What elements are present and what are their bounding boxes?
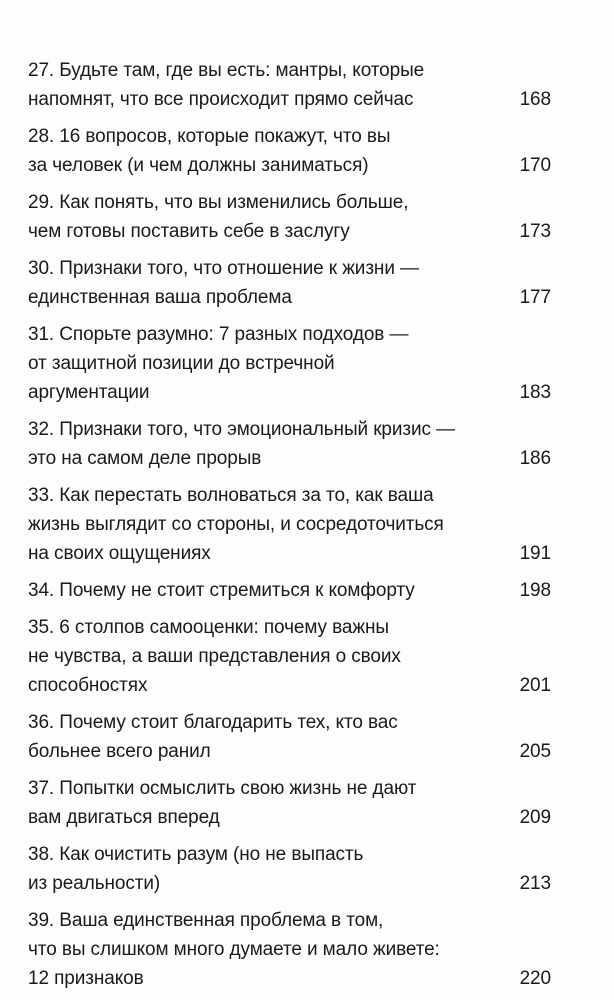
- toc-entry-title: [28, 708, 495, 766]
- toc-entry-title: [28, 906, 495, 993]
- toc-entry-line: 31. Спорьте разумно: 7 разных подходов —: [28, 324, 409, 345]
- toc-page-number: 205: [519, 741, 551, 762]
- toc-entry-line: больнее всего ранил: [28, 741, 211, 762]
- toc-entry-title: [28, 122, 495, 180]
- toc-entry-line: чем готовы поставить себе в заслугу: [28, 221, 350, 242]
- toc-entry-line: вам двигаться вперед: [28, 807, 220, 828]
- toc-entry-line: 33. Как перестать волноваться за то, как ваша: [28, 485, 434, 506]
- toc-entry-title: [28, 415, 495, 473]
- toc-entry-29: [28, 188, 551, 246]
- toc-entry-title: [28, 481, 495, 568]
- toc-entry-line: 38. Как очистить разум (но не выпасть: [28, 844, 364, 865]
- toc-entry-37: [28, 774, 551, 832]
- toc-entry-line: 39. Ваша единственная проблема в том,: [28, 910, 384, 931]
- toc-entry-36: [28, 708, 551, 766]
- toc-entry-line: жизнь выглядит со стороны, и сосредоточиться: [28, 514, 444, 535]
- toc-entry-28: [28, 122, 551, 180]
- toc-entry-39: [28, 906, 551, 993]
- toc-page-number: 198: [519, 580, 551, 601]
- toc-entry-line: 35. 6 столпов самооценки: почему важны: [28, 617, 389, 638]
- toc-entry-line: 36. Почему стоит благодарить тех, кто вас: [28, 712, 398, 733]
- toc-entry-title: [28, 840, 495, 898]
- toc-entry-line: на своих ощущениях: [28, 543, 211, 564]
- toc-page-number: 168: [519, 89, 551, 110]
- toc-entry-line: единственная ваша проблема: [28, 287, 292, 308]
- toc-entry-title: [28, 56, 495, 114]
- toc-entry-35: [28, 613, 551, 700]
- toc-entry-line: 32. Признаки того, что эмоциональный кризис —: [28, 419, 455, 440]
- toc-entry-38: [28, 840, 551, 898]
- toc-page-number: 213: [519, 873, 551, 894]
- toc-entry-33: [28, 481, 551, 568]
- toc-entry-line: от защитной позиции до встречной: [28, 353, 335, 374]
- toc-entry-line: из реальности): [28, 873, 161, 894]
- toc-entry-line: способностях: [28, 675, 148, 696]
- toc-entry-line: 12 признаков: [28, 968, 144, 989]
- toc-entry-line: за человек (и чем должны заниматься): [28, 155, 369, 176]
- toc-entry-title: [28, 774, 495, 832]
- toc-page-number: 170: [519, 155, 551, 176]
- toc-entry-32: [28, 415, 551, 473]
- toc-page-number: 209: [519, 807, 551, 828]
- toc-entry-line: что вы слишком много думаете и мало живете:: [28, 939, 440, 960]
- toc-entry-line: это на самом деле прорыв: [28, 448, 262, 469]
- toc-entry-title: [28, 576, 495, 605]
- toc-page-number: 186: [519, 448, 551, 469]
- toc-entry-line: 30. Признаки того, что отношение к жизни —: [28, 258, 419, 279]
- toc-page-number: 220: [519, 968, 551, 989]
- toc-page-number: 173: [519, 221, 551, 242]
- toc-page-number: 201: [519, 675, 551, 696]
- toc-entry-line: не чувства, а ваши представления о своих: [28, 646, 401, 667]
- toc-entry-line: 37. Попытки осмыслить свою жизнь не дают: [28, 778, 417, 799]
- toc-entry-title: [28, 254, 495, 312]
- toc-entry-27: [28, 56, 551, 114]
- toc-entry-title: [28, 613, 495, 700]
- toc-page-number: 191: [519, 543, 551, 564]
- toc-entry-line: 34. Почему не стоит стремиться к комфорту: [28, 580, 415, 601]
- toc-entry-line: 27. Будьте там, где вы есть: мантры, которые: [28, 60, 425, 81]
- toc-entry-31: [28, 320, 551, 407]
- toc-entry-line: напомнят, что все происходит прямо сейчас: [28, 89, 414, 110]
- toc-page-number: 183: [519, 382, 551, 403]
- toc-entry-30: [28, 254, 551, 312]
- toc-entry-line: аргументации: [28, 382, 150, 403]
- toc-entry-line: 29. Как понять, что вы изменились больше,: [28, 192, 409, 213]
- toc-entry-title: [28, 188, 495, 246]
- table-of-contents: [28, 56, 551, 1001]
- toc-page-number: 177: [519, 287, 551, 308]
- toc-entry-34: [28, 576, 551, 605]
- toc-entry-title: [28, 320, 495, 407]
- toc-entry-line: 28. 16 вопросов, которые покажут, что вы: [28, 126, 391, 147]
